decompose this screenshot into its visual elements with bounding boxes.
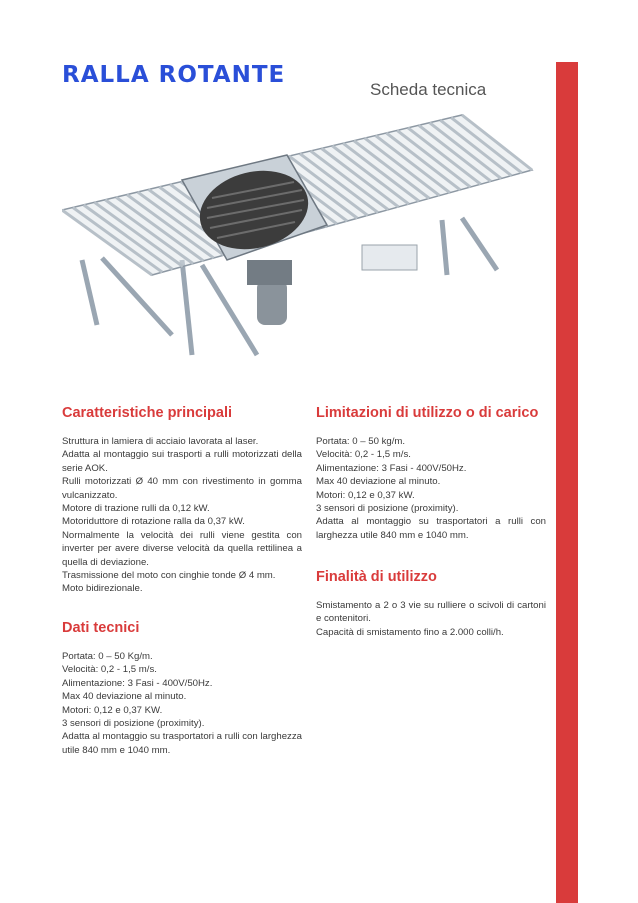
side-accent-bar [556, 62, 578, 903]
body-line: Moto bidirezionale. [62, 583, 143, 595]
body-line: Alimentazione: 3 Fasi - 400V/50Hz. [316, 462, 467, 474]
body-line: Adatta al montaggio su trasportatori a rulli con larghezza utile 840 mm e 1040 mm. [62, 731, 302, 756]
section-finalita [316, 569, 546, 639]
body-line: 3 sensori di posizione (proximity). [316, 503, 459, 515]
body-line: Adatta al montaggio sui trasporti a rulli motorizzati della serie AOK. [62, 449, 302, 474]
body-line: Velocità: 0,2 - 1,5 m/s. [62, 664, 157, 676]
section-caratteristiche [62, 405, 302, 596]
body-line: Motori: 0,12 e 0,37 kW. [316, 489, 415, 501]
body-line: 3 sensori di posizione (proximity). [62, 718, 205, 730]
section-limitazioni [316, 405, 546, 542]
section-title: Dati tecnici [62, 620, 140, 636]
body-line: Velocità: 0,2 - 1,5 m/s. [316, 449, 411, 461]
body-line: Rulli motorizzati Ø 40 mm con rivestimento in gomma vulcanizzato. [62, 476, 302, 501]
roller-conveyor-drawing [62, 100, 552, 390]
body-line: Max 40 deviazione al minuto. [316, 476, 441, 488]
body-line: Adatta al montaggio su trasportatori a rulli con larghezza utile 840 mm e 1040 mm. [316, 516, 546, 541]
section-body [316, 435, 546, 542]
section-body [62, 650, 302, 757]
body-line: Capacità di smistamento fino a 2.000 colli/h. [316, 626, 504, 638]
body-line: Normalmente la velocità dei rulli viene gestita con inverter per avere diverse velocità da quella rettilinea a quella di deviazione. [62, 529, 302, 568]
body-line: Struttura in lamiera di acciaio lavorata al laser. [62, 436, 259, 447]
section-title: Limitazioni di utilizzo o di carico [316, 405, 539, 421]
body-line: Trasmissione del moto con cinghie tonde Ø 4 mm. [62, 570, 276, 582]
body-line: Motoriduttore di rotazione ralla da 0,37 kW. [62, 516, 245, 528]
body-line: Motori: 0,12 e 0,37 KW. [62, 704, 163, 716]
body-line: Portata: 0 – 50 Kg/m. [62, 651, 153, 662]
section-dati-tecnici [62, 620, 302, 757]
product-illustration [62, 100, 552, 390]
body-line: Motore di trazione rulli da 0,12 kW. [62, 503, 210, 515]
document-title: Scheda tecnica [370, 80, 487, 99]
body-line: Alimentazione: 3 Fasi - 400V/50Hz. [62, 677, 213, 689]
section-title: Finalità di utilizzo [316, 569, 437, 585]
section-body [62, 435, 302, 596]
brand-logo-text: RALLA ROTANTE [62, 62, 286, 88]
section-body [316, 599, 546, 639]
body-line: Smistamento a 2 o 3 vie su rulliere o scivoli di cartoni e contenitori. [316, 600, 546, 625]
section-title: Caratteristiche principali [62, 405, 233, 421]
body-line: Portata: 0 – 50 kg/m. [316, 436, 406, 447]
body-line: Max 40 deviazione al minuto. [62, 691, 187, 703]
